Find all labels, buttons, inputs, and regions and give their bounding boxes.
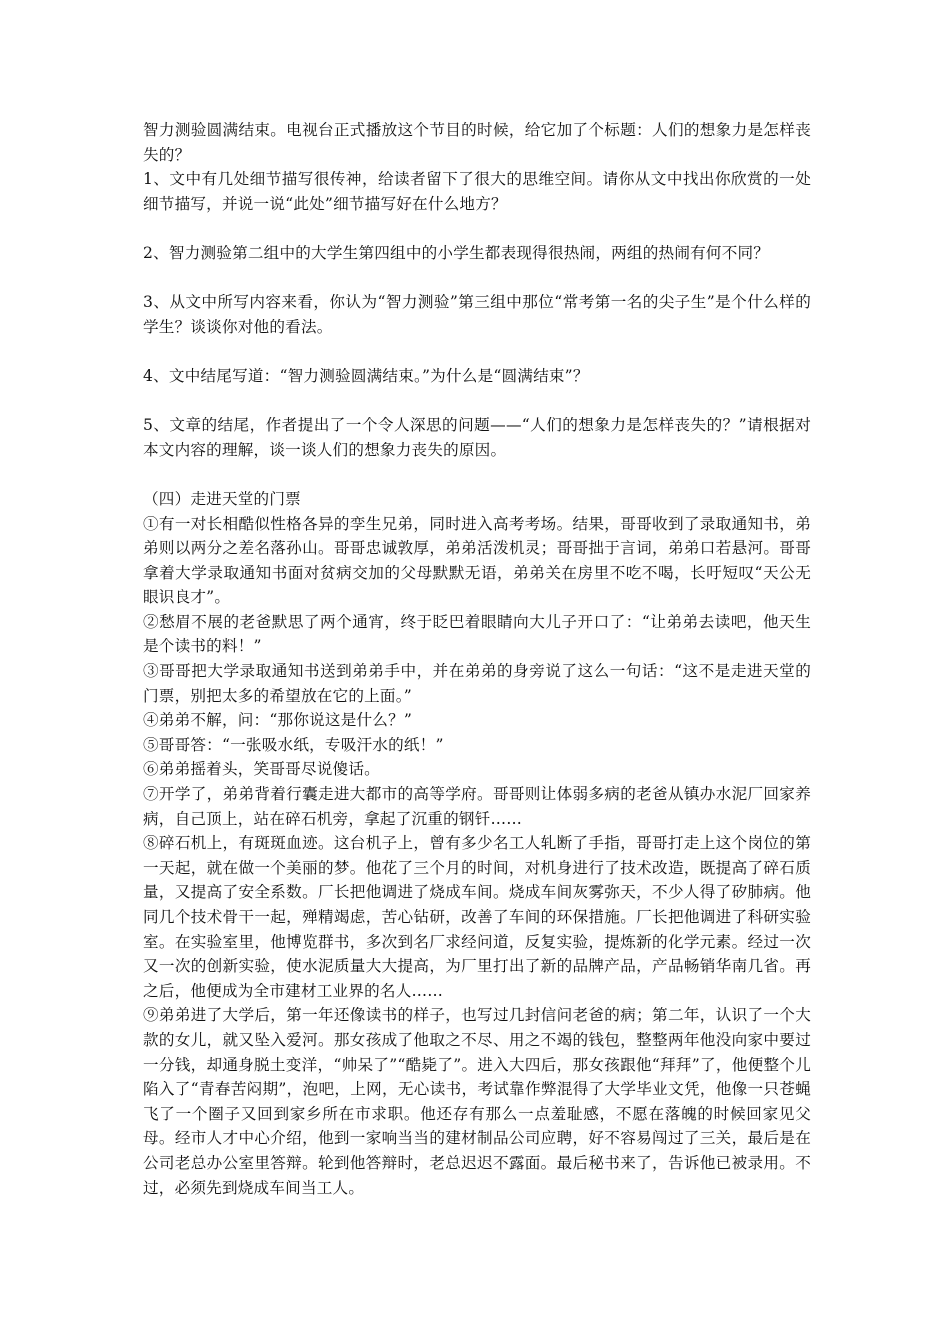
story-paragraph-4: ④弟弟不解，问：“那你说这是什么？” [143,711,413,730]
story-paragraph-3: ③哥哥把大学录取通知书送到弟弟手中，并在弟弟的身旁说了这么一句话：“这不是走进天堂的门票，别把太多的希望放在它的上面。” [143,662,811,705]
question-5: 5、文章的结尾，作者提出了一个令人深思的问题——“人们的想象力是怎样丧失的？”请根据对本文内容的理解，谈一谈人们的想象力丧失的原因。 [143,416,811,459]
spacer [143,266,811,291]
document-page [143,118,811,1200]
story-paragraph-7: ⑦开学了，弟弟背着行囊走进大都市的高等学府。哥哥则让体弱多病的老爸从镇办水泥厂回家养病，自己顶上，站在碎石机旁，拿起了沉重的钢钎…… [143,785,811,828]
spacer [143,216,811,241]
spacer [143,462,811,487]
story-paragraph-9: ⑨弟弟进了大学后，第一年还像读书的样子，也写过几封信问老爸的病；第二年，认识了一个大款的女儿，就又坠入爱河。那女孩成了他取之不尽、用之不竭的钱包，整整两年他没向家中要过一分钱，却通身脱土变洋，“帅呆了”“酷毙了”。进入大四后，那女孩跟他“拜拜”了，他便整个儿陷入了“青春苦闷期”，泡吧，上网，无心读书，考试靠作弊混得了大学毕业文凭，他像一只苍蝇飞了一个圈子又回到家乡所在市求职。他还存有那么一点羞耻感，不愿在落魄的时候回家见父母。经市人才中心介绍，他到一家响当当的建材制品公司应聘，好不容易闯过了三关，最后是在公司老总办公室里答辩。轮到他答辩时，老总迟迟不露面。最后秘书来了，告诉他已被录用。不过，必须先到烧成车间当工人。 [143,1006,811,1197]
spacer [143,339,811,364]
question-4: 4、文中结尾写道：“智力测验圆满结束。”为什么是“圆满结束”？ [143,366,589,385]
question-3: 3、从文中所写内容来看，你认为“智力测验”第三组中那位“常考第一名的尖子生”是个什么样的学生？谈谈你对他的看法。 [143,293,811,336]
question-2: 2、智力测验第二组中的大学生第四组中的小学生都表现得很热闹，两组的热闹有何不同？ [143,243,770,262]
story-paragraph-5: ⑤哥哥答：“一张吸水纸，专吸汗水的纸！” [143,735,444,754]
story-paragraph-8: ⑧碎石机上，有斑斑血迹。这台机子上，曾有多少名工人轧断了手指，哥哥打走上这个岗位的第一天起，就在做一个美丽的梦。他花了三个月的时间，对机身进行了技术改造，既提高了碎石质量，又提高了安全系数。厂长把他调进了烧成车间。烧成车间灰雾弥天，不少人得了矽肺病。他同几个技术骨干一起，殚精竭虑，苦心钻研，改善了车间的环保措施。厂长把他调进了科研实验室。在实验室里，他博览群书，多次到名厂求经问道，反复实验，提炼新的化学元素。经过一次又一次的创新实验，使水泥质量大大提高，为厂里打出了新的品牌产品，产品畅销华南几省。再之后，他便成为全市建材工业界的名人…… [143,834,811,1000]
spacer [143,389,811,414]
story-paragraph-6: ⑥弟弟摇着头，笑哥哥尽说傻话。 [143,760,380,779]
intro-paragraph: 智力测验圆满结束。电视台正式播放这个节目的时候，给它加了个标题：人们的想象力是怎样丧失的？ [143,121,811,164]
question-1: 1、文中有几处细节描写很传神，给读者留下了很大的思维空间。请你从文中找出你欣赏的一处细节描写，并说一说“此处”细节描写好在什么地方？ [143,170,811,213]
story-paragraph-1: ①有一对长相酷似性格各异的孪生兄弟，同时进入高考考场。结果，哥哥收到了录取通知书，弟弟则以两分之差名落孙山。哥哥忠诚敦厚，弟弟活泼机灵；哥哥拙于言词，弟弟口若悬河。哥哥拿着大学录取通知书面对贫病交加的父母默默无语，弟弟关在房里不吃不喝，长吁短叹“天公无眼识良才”。 [143,514,811,607]
section-title: （四）走进天堂的门票 [143,489,301,508]
story-paragraph-2: ②愁眉不展的老爸默思了两个通宵，终于眨巴着眼睛向大儿子开口了：“让弟弟去读吧，他天生是个读书的料！” [143,612,811,656]
